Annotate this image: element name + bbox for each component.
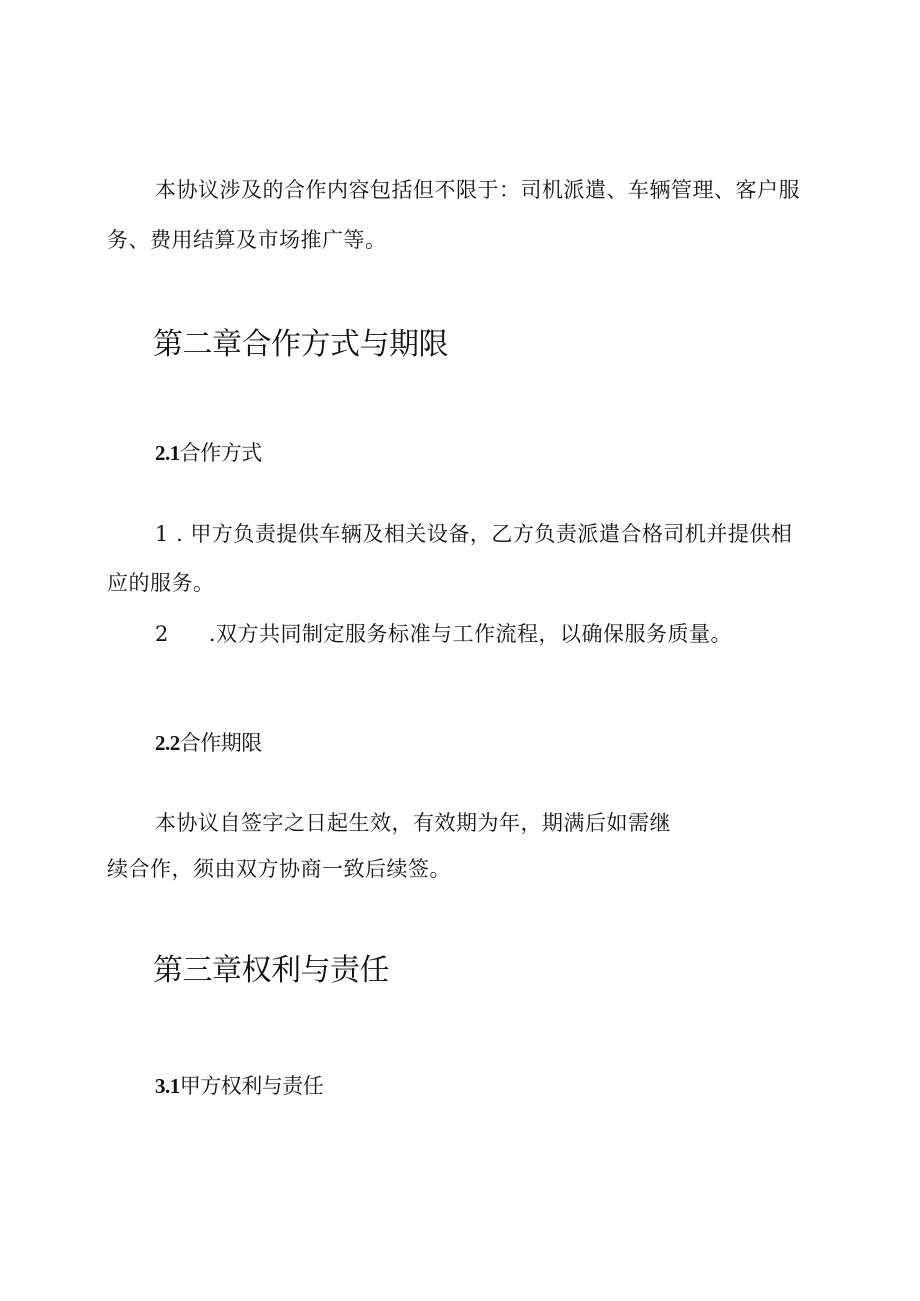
section-2-2-line-1: 本协议自签字之日起生效，有效期为年，期满后如需继 xyxy=(155,811,671,835)
section-2-1-number: 2.1 xyxy=(155,441,180,465)
item-text: .双方共同制定服务标准与工作流程，以确保服务质量。 xyxy=(208,622,733,646)
section-2-1-title: 合作方式 xyxy=(179,441,262,465)
item-number: 2 xyxy=(155,622,169,646)
section-2-2-title: 合作期限 xyxy=(179,731,262,755)
item-text: . 甲方负责提供车辆及相关设备，乙方负责派遣合格司机并提供相 xyxy=(176,522,793,546)
item-2-1-1-line-1 xyxy=(155,524,792,545)
intro-line-1: 本协议涉及的合作内容包括但不限于：司机派遣、车辆管理、客户服 xyxy=(155,178,800,202)
section-2-2-heading xyxy=(155,733,262,754)
item-2-1-1-line-2: 应的服务。 xyxy=(107,571,215,595)
intro-line-2: 务、费用结算及市场推广等。 xyxy=(107,228,387,252)
section-3-1-heading xyxy=(155,1076,323,1097)
section-2-1-heading xyxy=(155,443,262,464)
item-2-1-2 xyxy=(155,624,732,645)
section-2-2-line-2: 续合作，须由双方协商一致后续签。 xyxy=(107,857,451,881)
chapter-2-heading: 第二章合作方式与期限 xyxy=(153,327,448,362)
section-3-1-number: 3.1 xyxy=(155,1074,180,1098)
section-3-1-title: 甲方权利与责任 xyxy=(179,1074,324,1098)
item-number: 1 xyxy=(155,522,169,546)
section-2-2-number: 2.2 xyxy=(155,731,180,755)
chapter-3-heading: 第三章权利与责任 xyxy=(153,953,389,988)
